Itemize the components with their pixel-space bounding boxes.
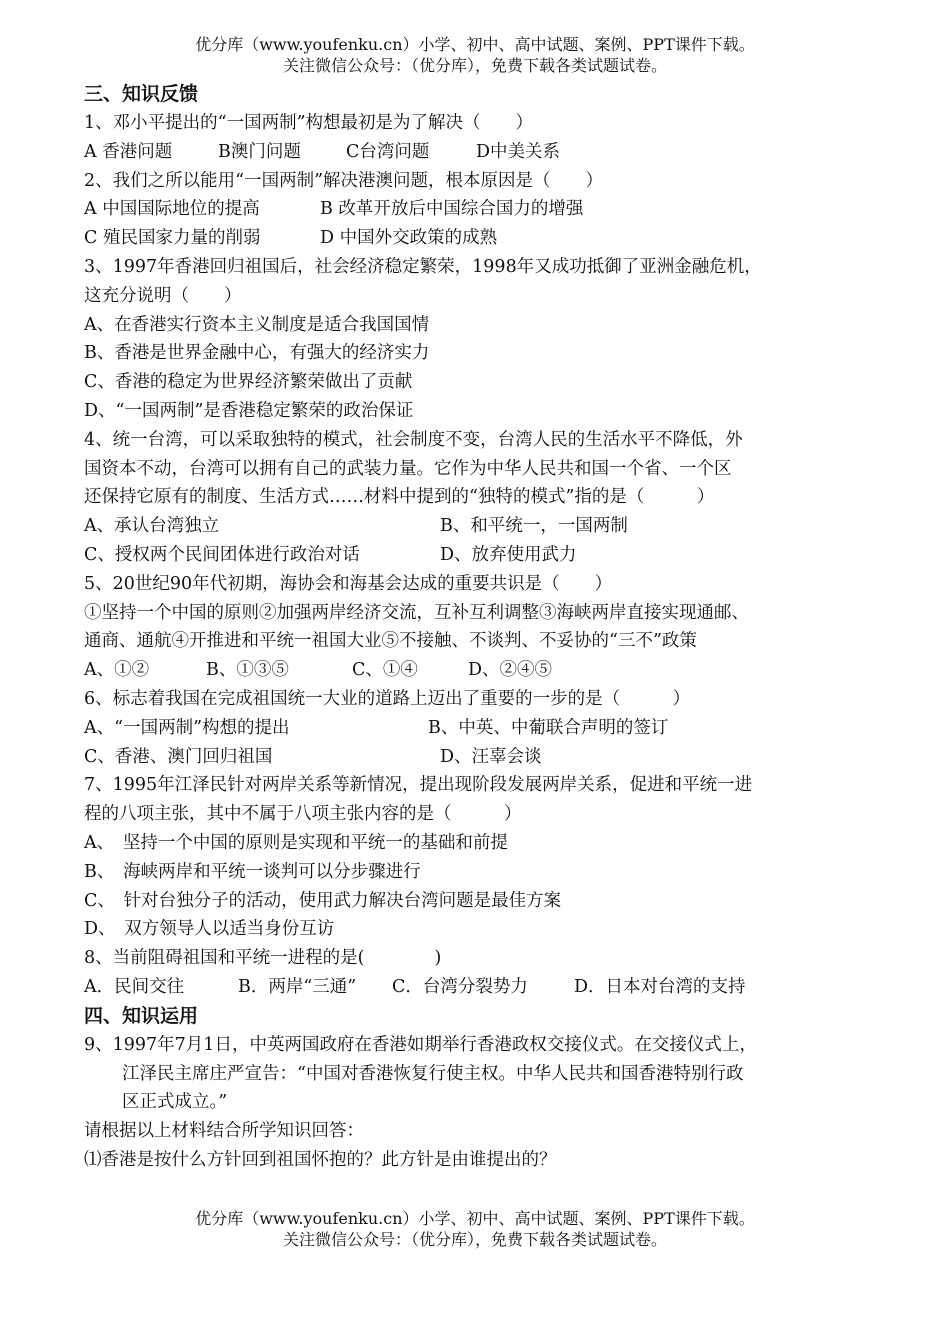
q2-option-c: C 殖民国家力量的削弱: [84, 228, 261, 249]
q7-option-c: C、 针对台独分子的活动，使用武力解决台湾问题是最佳方案: [84, 890, 562, 911]
q3-option-b: B、香港是世界金融中心，有强大的经济实力: [84, 343, 430, 364]
q4-options-row-2: [84, 541, 834, 570]
q3-option-a: A、在香港实行资本主义制度是适合我国国情: [84, 314, 430, 335]
q1-options: [84, 138, 834, 167]
q5-stem: 5、20世纪90年代初期，海协会和海基会达成的重要共识是（ ）: [84, 573, 613, 594]
q4-option-d: D、放弃使用武力: [440, 544, 577, 565]
q3-stem-line-2: 这充分说明（ ）: [84, 285, 242, 306]
q9-stem-line-3: 区正式成立。”: [122, 1092, 228, 1113]
q2-option-b: B 改革开放后中国综合国力的增强: [320, 199, 584, 220]
q1-option-b: B澳门问题: [218, 141, 301, 162]
footer-line-2: 关注微信公众号：（优分库），免费下载各类试题试卷。: [282, 1230, 667, 1249]
q7-option-d: D、 双方领导人以适当身份互访: [84, 919, 335, 940]
q5-option-b: B、①③⑤: [206, 660, 289, 681]
q5-option-c: C、①④: [352, 660, 418, 681]
q4-option-b: B、和平统一，一国两制: [440, 516, 628, 537]
q6-option-c: C、香港、澳门回归祖国: [84, 746, 273, 767]
q5-option-d: D、②④⑤: [468, 660, 553, 681]
q7-option-a: A、 坚持一个中国的原则是实现和平统一的基础和前提: [84, 832, 508, 853]
q7-option-b: B、 海峡两岸和平统一谈判可以分步骤进行: [84, 861, 421, 882]
q1-option-c: C台湾问题: [346, 141, 430, 162]
q9-stem-line-2: 江泽民主席庄严宣告：“中国对香港恢复行使主权。中华人民共和国香港特别行政: [122, 1063, 744, 1084]
header-line-2: 关注微信公众号：（优分库），免费下载各类试题试卷。: [282, 56, 667, 75]
q8-option-c: C．台湾分裂势力: [392, 976, 528, 997]
q6-stem: 6、标志着我国在完成祖国统一大业的道路上迈出了重要的一步的是（ ）: [84, 688, 691, 709]
q2-options-row-2: [84, 224, 834, 253]
q6-options-row-1: [84, 714, 834, 743]
q3-option-c: C、香港的稳定为世界经济繁荣做出了贡献: [84, 372, 413, 393]
q6-option-a: A、“一国两制”构想的提出: [84, 717, 290, 738]
q2-stem: 2、我们之所以能用“一国两制”解决港澳问题，根本原因是（ ）: [84, 170, 604, 191]
q5-option-a: A、①②: [84, 660, 150, 681]
q7-stem-line-2: 程的八项主张，其中不属于八项主张内容的是（ ）: [84, 804, 522, 825]
q2-option-d: D 中国外交政策的成熟: [320, 228, 498, 249]
q3-option-d: D、“一国两制”是香港稳定繁荣的政治保证: [84, 400, 414, 421]
section-4-title: 四、知识运用: [84, 1004, 199, 1027]
q2-options-row-1: [84, 195, 834, 224]
q4-stem-line-1: 4、统一台湾，可以采取独特的模式，社会制度不变，台湾人民的生活水平不降低，外: [84, 429, 743, 450]
q8-stem: 8、当前阻碍祖国和平统一进程的是( ): [84, 948, 442, 969]
document-body: [84, 80, 834, 1175]
header-line-1: 优分库（www.youfenku.cn）小学、初中、高中试题、案例、PPT课件下载。: [195, 35, 755, 54]
q4-stem-line-3: 还保持它原有的制度、生活方式……材料中提到的“独特的模式”指的是（ ）: [84, 487, 715, 508]
q8-option-a: A．民间交往: [84, 976, 185, 997]
page-header: [0, 34, 950, 76]
q7-stem-line-1: 7、1995年江泽民针对两岸关系等新情况，提出现阶段发展两岸关系，促进和平统一进: [84, 775, 753, 796]
q4-option-a: A、承认台湾独立: [84, 516, 220, 537]
q1-option-d: D中美关系: [476, 141, 561, 162]
section-3-title: 三、知识反馈: [84, 83, 199, 105]
footer-line-1: 优分库（www.youfenku.cn）小学、初中、高中试题、案例、PPT课件下载。: [195, 1209, 755, 1228]
q1-stem: 1、邓小平提出的“一国两制”构想最初是为了解决（ ）: [84, 113, 534, 133]
q8-options: [84, 973, 834, 1002]
q5-options: [84, 656, 834, 685]
q5-items-line-2: 通商、通航④开推进和平统一祖国大业⑤不接触、不谈判、不妥协的“三不”政策: [84, 631, 697, 652]
q4-stem-line-2: 国资本不动，台湾可以拥有自己的武装力量。它作为中华人民共和国一个省、一个区: [84, 458, 732, 479]
q9-stem-line-1: 9、1997年7月1日，中英两国政府在香港如期举行香港政权交接仪式。在交接仪式上，: [84, 1034, 757, 1055]
q4-options-row-1: [84, 512, 834, 541]
q8-option-d: D．日本对台湾的支持: [574, 976, 746, 997]
q8-option-b: B．两岸“三通”: [238, 976, 357, 997]
q9-prompt: 请根据以上材料结合所学知识回答：: [84, 1121, 364, 1142]
q6-options-row-2: [84, 743, 834, 772]
q5-items-line-1: ①坚持一个中国的原则②加强两岸经济交流，互补互利调整③海峡两岸直接实现通邮、: [84, 602, 749, 623]
q1-option-a: A 香港问题: [84, 141, 173, 162]
q4-option-c: C、授权两个民间团体进行政治对话: [84, 544, 360, 565]
q2-option-a: A 中国国际地位的提高: [84, 199, 260, 220]
q6-option-d: D、汪辜会谈: [440, 746, 542, 767]
q9-sub-question-1: ⑴香港是按什么方针回到祖国怀抱的？此方针是由谁提出的？: [84, 1149, 557, 1170]
q3-stem-line-1: 3、1997年香港回归祖国后，社会经济稳定繁荣，1998年又成功抵御了亚洲金融危机，: [84, 256, 762, 277]
q6-option-b: B、中英、中葡联合声明的签订: [428, 717, 669, 738]
page-footer: [0, 1208, 950, 1250]
